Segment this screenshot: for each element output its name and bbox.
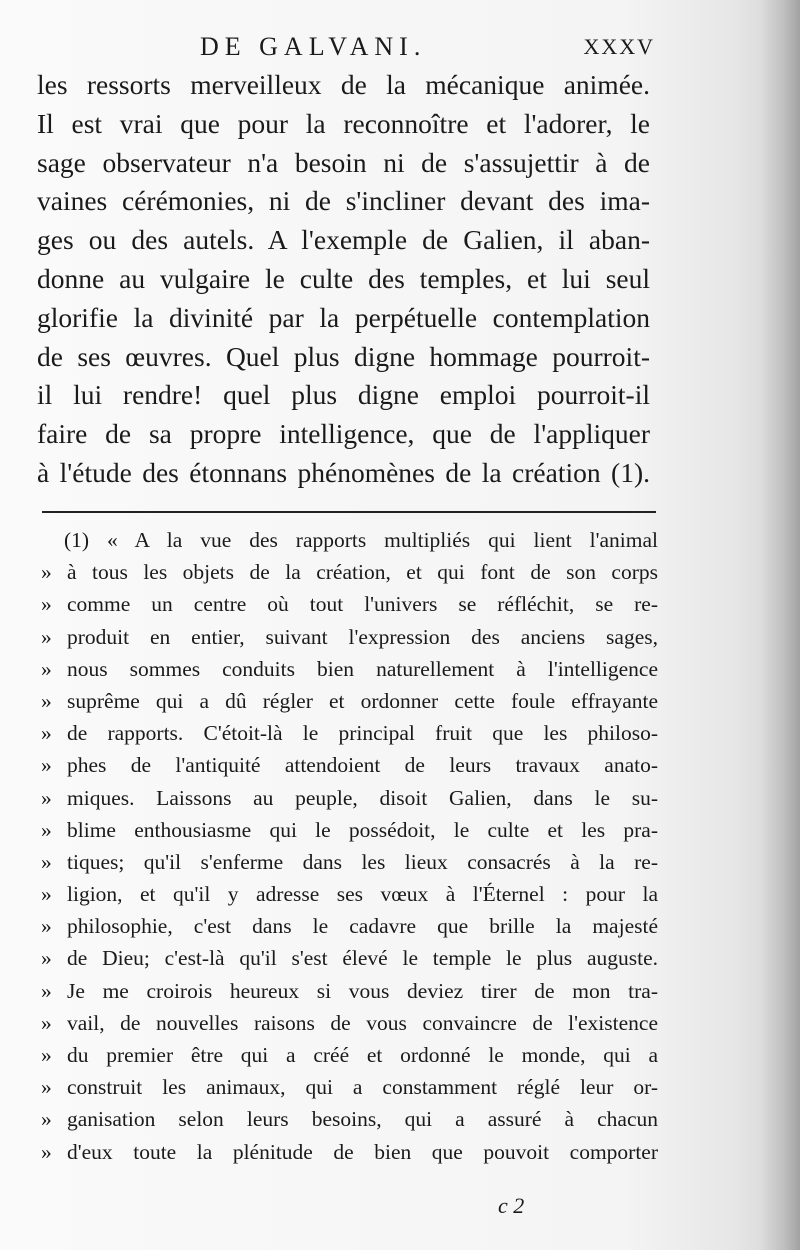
quote-mark: » (41, 1043, 52, 1067)
text-line: de ses œuvres. Quel plus digne hommage pourroit- (37, 340, 650, 372)
quote-mark: » (41, 946, 52, 971)
footnote-line (40, 846, 658, 878)
footnote-line (40, 749, 658, 781)
quote-mark: » (41, 1107, 52, 1132)
footnote-text: ligion, et qu'il y adresse ses vœux à l'Éternel : pour la (67, 882, 658, 907)
footnote-line (40, 685, 658, 717)
text-line: sage observateur n'a besoin ni de s'assujettir à de (37, 146, 650, 178)
footnote-text: Je me croirois heureux si vous deviez tirer de mon tra- (67, 978, 658, 1003)
footnote-line (40, 717, 658, 749)
footnote-line (40, 556, 658, 588)
footnote-text: miques. Laissons au peuple, disoit Galien, dans le su- (67, 785, 658, 810)
footnote-line (40, 942, 658, 974)
quote-mark: » (41, 1139, 52, 1164)
footnote-line (40, 653, 658, 685)
footnote-line (40, 1136, 658, 1168)
footnote-text: comme un centre où tout l'univers se réfléchit, se re- (67, 592, 658, 617)
footnote-text: tiques; qu'il s'enferme dans les lieux consacrés à la re- (67, 849, 658, 874)
text-line: les ressorts merveilleux de la mécanique animée. (37, 69, 650, 100)
footnote-text: phes de l'antiquité attendoient de leurs travaux anato- (67, 753, 658, 778)
text-line: donne au vulgaire le culte des temples, et lui seul (37, 262, 650, 294)
text-line: glorifie la divinité par la perpétuelle contemplation (37, 301, 650, 333)
quote-mark: » (41, 753, 52, 778)
text-line: ges ou des autels. A l'exemple de Galien, il aban- (37, 224, 650, 256)
footnote-line (40, 975, 658, 1007)
quote-mark: » (41, 688, 52, 713)
text-line: vaines cérémonies, ni de s'incliner devant des ima- (37, 185, 650, 217)
page-number: XXXV (583, 34, 655, 59)
footnote-line (40, 588, 658, 620)
footnote-line (40, 1039, 658, 1071)
footnote-line (40, 1071, 658, 1103)
footnote-text: nous sommes conduits bien naturellement à l'intelligence (67, 656, 658, 681)
quote-mark: » (41, 721, 52, 746)
footnote-line (40, 621, 658, 653)
footnote-line (40, 782, 658, 814)
quote-mark: » (41, 1010, 52, 1035)
quote-mark: » (41, 560, 52, 585)
footnote-text: suprême qui a dû régler et ordonner cette foule effrayante (67, 688, 658, 713)
quote-mark: » (41, 785, 52, 810)
running-title: DE GALVANI. (200, 32, 427, 61)
footnote-line (40, 1007, 658, 1039)
footnote-text: vail, de nouvelles raisons de vous convaincre de l'existence (67, 1010, 658, 1035)
footnote-line (40, 814, 658, 846)
footnote-text: d'eux toute la plénitude de bien que pouvoit comporter (67, 1139, 658, 1164)
footnote-line (40, 910, 658, 942)
quote-mark: » (41, 656, 52, 681)
text-line: à l'étude des étonnans phénomènes de la création (1). (37, 456, 650, 488)
quote-mark: » (41, 978, 52, 1003)
footnote-rule (42, 511, 656, 513)
quote-mark: » (41, 1075, 52, 1100)
footnote-text: construit les animaux, qui a constamment réglé leur or- (67, 1075, 658, 1100)
quote-mark: » (41, 849, 52, 874)
footnote (40, 524, 658, 1168)
quote-mark: » (41, 624, 52, 649)
footnote-text: (1) « A la vue des rapports multipliés qui lient l'animal (64, 528, 658, 552)
quote-mark: » (41, 914, 52, 939)
footnote-text: ganisation selon leurs besoins, qui a assuré à chacun (67, 1107, 658, 1132)
text-line: faire de sa propre intelligence, que de l'appliquer (37, 418, 650, 450)
text-line: Il est vrai que pour la reconnoître et l'adorer, le (37, 107, 650, 139)
footnote-text: blime enthousiasme qui le possédoit, le culte et les pra- (67, 817, 658, 842)
footnote-text: produit en entier, suivant l'expression des anciens sages, (67, 624, 658, 649)
quote-mark: » (41, 817, 52, 842)
footnote-text: philosophie, c'est dans le cadavre que brille la majesté (67, 914, 658, 939)
footnote-first-line (40, 524, 658, 556)
signature-mark: c 2 (498, 1193, 525, 1218)
footnote-text: de Dieu; c'est-là qu'il s'est élevé le temple le plus auguste. (67, 946, 658, 971)
quote-mark: » (41, 592, 52, 617)
main-text (37, 66, 650, 493)
text-line: il lui rendre! quel plus digne emploi pourroit-il (37, 379, 650, 411)
page-header (200, 32, 655, 66)
footnote-text: de rapports. C'étoit-là le principal fruit que les philoso- (67, 721, 658, 746)
footnote-text: à tous les objets de la création, et qui font de son corps (67, 560, 658, 585)
page-gutter-shadow (760, 0, 800, 1250)
footnote-line (40, 878, 658, 910)
footnote-line (40, 1103, 658, 1135)
quote-mark: » (41, 882, 52, 907)
footnote-text: du premier être qui a créé et ordonné le monde, qui a (67, 1043, 658, 1067)
